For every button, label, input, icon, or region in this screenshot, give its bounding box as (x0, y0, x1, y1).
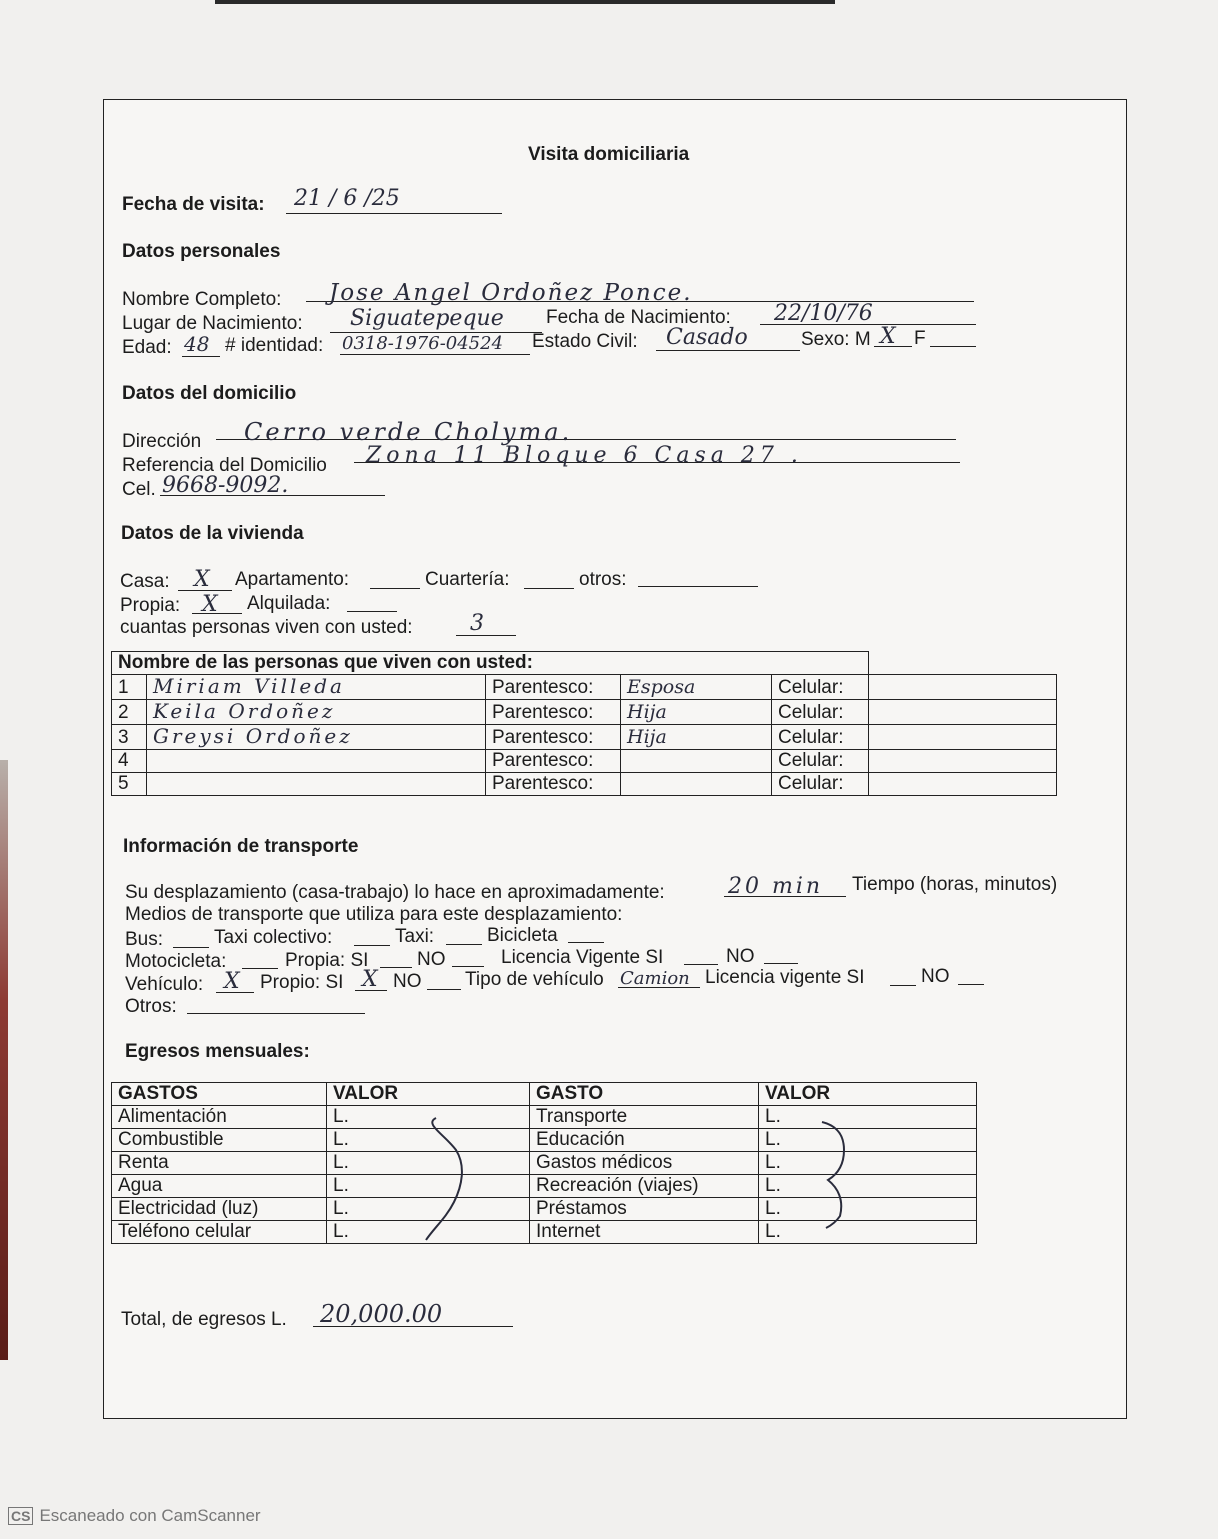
moto-no-label: NO (417, 949, 446, 970)
tipo-vehiculo-label: Tipo de vehículo (465, 969, 604, 990)
celular-label: Celular: (772, 675, 869, 700)
moto-propia-si-line (380, 967, 412, 968)
age-label: Edad: (122, 337, 172, 358)
handwritten-brace-right (814, 1116, 874, 1232)
domicile-heading: Datos del domicilio (122, 383, 297, 404)
parentesco-value: Esposa (627, 676, 696, 698)
household-header: Nombre de las personas que viven con usted: (112, 652, 869, 675)
reference-value[interactable]: Zona 11 Bloque 6 Casa 27 . (366, 443, 803, 468)
household-row-number: 2 (112, 700, 147, 725)
household-name-cell[interactable] (147, 700, 486, 725)
total-value[interactable]: 20,000.00 (320, 1300, 443, 1328)
household-row (112, 675, 1057, 700)
celular-label: Celular: (772, 773, 869, 796)
expense-name: Combustible (112, 1129, 327, 1152)
propio-mark[interactable]: X (362, 967, 378, 992)
household-row (112, 750, 1057, 773)
household-row-number: 3 (112, 725, 147, 750)
expense-name: Renta (112, 1152, 327, 1175)
transport-heading: Información de transporte (123, 836, 359, 857)
birthdate-value[interactable]: 22/10/76 (774, 301, 873, 326)
expense-name: Transporte (530, 1106, 759, 1129)
expenses-heading: Egresos mensuales: (125, 1041, 310, 1062)
expense-name: Alimentación (112, 1106, 327, 1129)
household-row (112, 773, 1057, 796)
alquilada-label: Alquilada: (247, 593, 331, 614)
camscanner-footer (8, 1506, 261, 1526)
household-name-cell[interactable] (147, 725, 486, 750)
sex-f-line (930, 346, 976, 347)
form-title: Visita domiciliaria (528, 144, 690, 165)
household-table (111, 651, 1057, 796)
parentesco-cell[interactable] (621, 675, 772, 700)
expense-value[interactable]: L. (327, 1198, 530, 1221)
civil-status-line (656, 350, 800, 351)
moto-no-line (452, 966, 484, 967)
expense-value[interactable]: L. (327, 1221, 530, 1244)
age-line (182, 356, 220, 357)
form-page (103, 99, 1127, 1419)
parentesco-value: Hija (627, 726, 667, 748)
transport-otros-line (187, 1013, 365, 1014)
parentesco-label: Parentesco: (486, 750, 621, 773)
household-row-number: 5 (112, 773, 147, 796)
col-valor: VALOR (327, 1083, 530, 1106)
expense-value[interactable]: L. (759, 1221, 977, 1244)
propio-si-label: Propio: SI (260, 972, 344, 993)
civil-status-value[interactable]: Casado (666, 325, 748, 350)
moto-licencia-no-line (764, 963, 798, 964)
housing-heading: Datos de la vivienda (121, 523, 304, 544)
motocicleta-label: Motocicleta: (125, 951, 227, 972)
scan-top-edge (215, 0, 835, 4)
parentesco-value: Hija (627, 701, 667, 723)
taxi-line (446, 944, 482, 945)
household-name: Miriam Villeda (153, 674, 345, 698)
parentesco-cell[interactable] (621, 773, 772, 796)
taxi-label: Taxi: (395, 926, 435, 947)
commute-unit: Tiempo (horas, minutos) (852, 874, 1058, 895)
taxi-colectivo-label: Taxi colectivo: (214, 927, 333, 948)
celular-value[interactable] (869, 700, 1057, 725)
visit-date-line (286, 213, 502, 214)
vehiculo-mark[interactable]: X (224, 969, 240, 994)
household-row (112, 700, 1057, 725)
expense-name: Educación (530, 1129, 759, 1152)
birthdate-label: Fecha de Nacimiento: (546, 307, 731, 328)
bicicleta-label: Bicicleta (487, 925, 558, 946)
parentesco-label: Parentesco: (486, 675, 621, 700)
name-label: Nombre Completo: (122, 289, 282, 310)
parentesco-label: Parentesco: (486, 700, 621, 725)
expenses-header-row (112, 1083, 977, 1106)
sex-m-mark[interactable]: X (880, 324, 896, 349)
reference-label: Referencia del Domicilio (122, 455, 327, 476)
vehiculo-label: Vehículo: (125, 974, 204, 995)
parentesco-cell[interactable] (621, 700, 772, 725)
means-label: Medios de transporte que utiliza para este desplazamiento: (125, 904, 623, 925)
household-row (112, 725, 1057, 750)
visit-date-label: Fecha de visita: (122, 194, 265, 215)
parentesco-label: Parentesco: (486, 725, 621, 750)
licencia-vigente-no-label: NO (921, 966, 950, 987)
commute-label: Su desplazamiento (casa-trabajo) lo hace en aproximadamente: (125, 882, 665, 903)
sex-f-label: F (914, 328, 926, 349)
celular-label: Celular: (772, 750, 869, 773)
expense-name: Préstamos (530, 1198, 759, 1221)
propia-label: Propia: (120, 595, 181, 616)
casa-mark[interactable]: X (194, 567, 210, 592)
celular-value[interactable] (869, 750, 1057, 773)
cuarteria-line (524, 588, 574, 589)
licencia-vigente-si-line (890, 985, 916, 986)
apartamento-label: Apartamento: (235, 569, 350, 590)
celular-value[interactable] (869, 773, 1057, 796)
parentesco-cell[interactable] (621, 750, 772, 773)
moto-propia-si-label: Propia: SI (285, 950, 369, 971)
moto-licencia-label: Licencia Vigente SI (501, 947, 664, 968)
household-name: Greysi Ordoñez (153, 724, 353, 748)
visit-date-value[interactable]: 21 / 6 /25 (294, 186, 400, 211)
celular-label: Celular: (772, 725, 869, 750)
expense-value[interactable]: L. (759, 1106, 977, 1129)
propio-no-line (427, 989, 461, 990)
otros-label: otros: (579, 569, 627, 590)
handwritten-brace-left (404, 1110, 484, 1250)
parentesco-label: Parentesco: (486, 773, 621, 796)
people-count-value[interactable]: 3 (470, 611, 484, 636)
total-label: Total, de egresos L. (121, 1309, 287, 1330)
household-header-row (112, 652, 1057, 675)
moto-licencia-no-label: NO (726, 946, 755, 967)
expense-value[interactable]: L. (327, 1175, 530, 1198)
expense-value[interactable]: L. (327, 1152, 530, 1175)
household-name: Keila Ordoñez (153, 699, 336, 723)
household-name-cell[interactable] (147, 773, 486, 796)
scan-left-edge (0, 760, 8, 1360)
birthplace-label: Lugar de Nacimiento: (122, 313, 303, 334)
bus-line (173, 947, 209, 948)
civil-status-label: Estado Civil: (532, 331, 638, 352)
people-count-line (456, 635, 516, 636)
otros-line (638, 586, 758, 587)
apartamento-line (370, 588, 420, 589)
age-value[interactable]: 48 (184, 332, 210, 356)
address-value[interactable]: Cerro verde Cholyma. (244, 418, 573, 446)
commute-value[interactable]: 20 min (728, 874, 824, 899)
expense-name: Recreación (viajes) (530, 1175, 759, 1198)
expense-name: Agua (112, 1175, 327, 1198)
id-line (340, 354, 530, 355)
expense-name: Internet (530, 1221, 759, 1244)
expense-value[interactable]: L. (759, 1175, 977, 1198)
household-name-cell[interactable] (147, 675, 486, 700)
expense-name: Electricidad (luz) (112, 1198, 327, 1221)
alquilada-line (347, 611, 397, 612)
expense-name: Teléfono celular (112, 1221, 327, 1244)
name-value[interactable]: Jose Angel Ordoñez Ponce. (329, 280, 693, 306)
propio-no-label: NO (393, 971, 422, 992)
transport-otros-label: Otros: (125, 996, 177, 1017)
motocicleta-line (242, 968, 278, 969)
personal-heading: Datos personales (122, 241, 281, 262)
camscanner-logo: CS (8, 1507, 33, 1525)
parentesco-cell[interactable] (621, 725, 772, 750)
col-gastos: GASTOS (112, 1083, 327, 1106)
celular-value[interactable] (869, 675, 1057, 700)
col-valor-2: VALOR (759, 1083, 977, 1106)
sex-label: Sexo: M (801, 329, 871, 350)
celular-label: Celular: (772, 700, 869, 725)
expense-value[interactable]: L. (759, 1152, 977, 1175)
celular-value[interactable] (869, 725, 1057, 750)
expense-value[interactable]: L. (759, 1198, 977, 1221)
cel-value[interactable]: 9668-9092. (162, 473, 289, 498)
expense-value[interactable]: L. (327, 1129, 530, 1152)
expense-value[interactable]: L. (759, 1129, 977, 1152)
moto-licencia-si-line (684, 964, 718, 965)
household-row-number: 1 (112, 675, 147, 700)
birthplace-value[interactable]: Siguatepeque (350, 306, 504, 331)
bicicleta-line (568, 942, 604, 943)
cuarteria-label: Cuartería: (425, 569, 510, 590)
tipo-vehiculo-value[interactable]: Camion (620, 968, 690, 989)
people-count-label: cuantas personas viven con usted: (120, 617, 413, 638)
licencia-vigente-label: Licencia vigente SI (705, 967, 865, 988)
household-row-number: 4 (112, 750, 147, 773)
propia-mark[interactable]: X (202, 592, 218, 617)
col-gasto: GASTO (530, 1083, 759, 1106)
camscanner-text: Escaneado con CamScanner (39, 1506, 261, 1525)
expense-name: Gastos médicos (530, 1152, 759, 1175)
licencia-vigente-no-line (958, 984, 984, 985)
casa-label: Casa: (120, 571, 170, 592)
bus-label: Bus: (125, 929, 164, 950)
id-label: # identidad: (225, 335, 324, 356)
household-name-cell[interactable] (147, 750, 486, 773)
cel-label: Cel. (122, 479, 156, 500)
taxi-colectivo-line (354, 945, 390, 946)
id-value[interactable]: 0318-1976-04524 (342, 333, 504, 354)
address-label: Dirección (122, 431, 202, 452)
expense-value[interactable]: L. (327, 1106, 530, 1129)
